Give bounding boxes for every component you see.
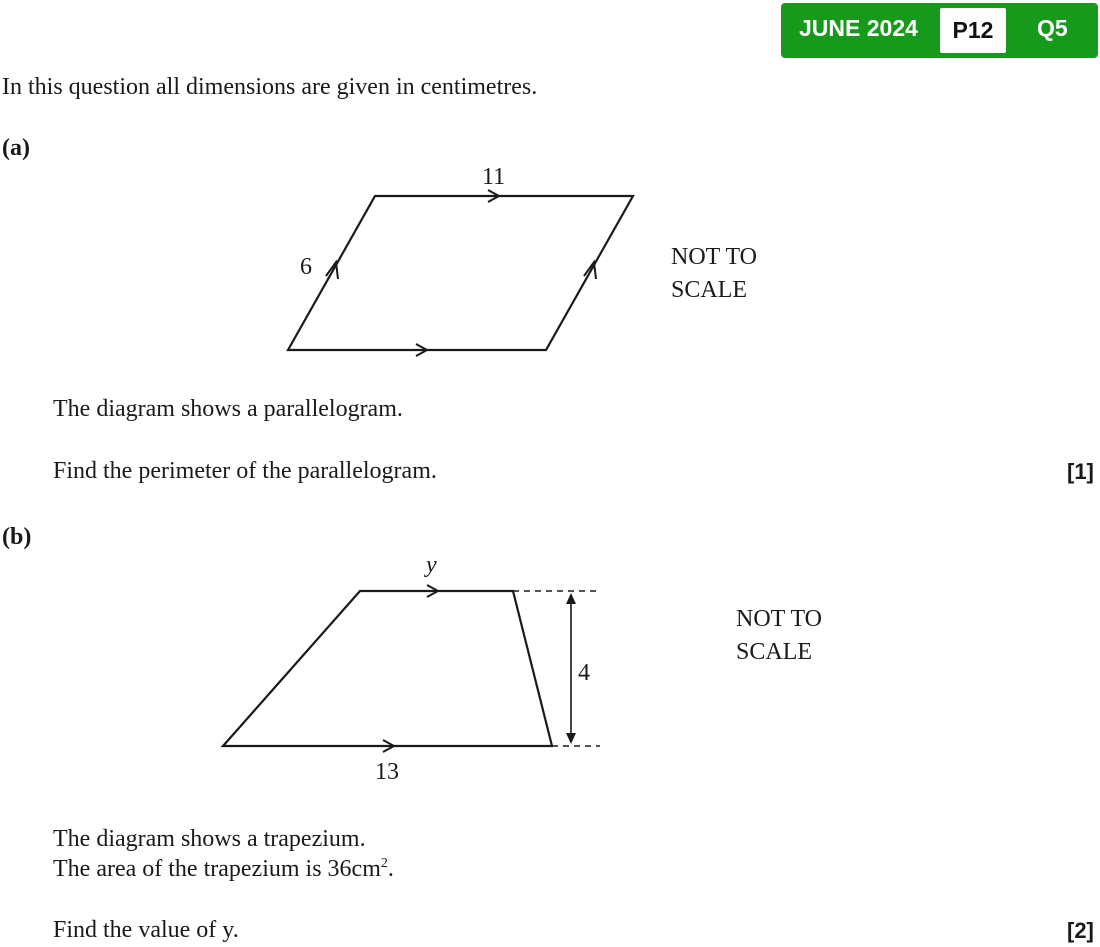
paper-number-label: P12	[940, 8, 1006, 53]
height-arrow-up	[566, 593, 576, 604]
area-end: .	[387, 856, 394, 882]
part-b-label: (b)	[2, 524, 32, 550]
parallelogram-diagram	[288, 164, 757, 356]
not-to-scale-a-line2: SCALE	[671, 277, 748, 303]
part-b-task: Find the value of y.	[53, 917, 239, 943]
not-to-scale-b-line2: SCALE	[736, 639, 813, 665]
question-intro: In this question all dimensions are given in centimetres.	[2, 74, 538, 100]
parallelogram-side-label: 6	[300, 254, 312, 280]
parallelogram-shape	[288, 196, 633, 350]
area-text: The area of the trapezium is 36cm	[53, 856, 381, 882]
trapezium-top-label: y	[426, 552, 437, 578]
part-b-area-statement	[53, 856, 394, 883]
part-a-marks: [1]	[1067, 459, 1094, 484]
not-to-scale-a-line1: NOT TO	[671, 244, 758, 270]
parallelogram-top-label: 11	[482, 164, 506, 190]
not-to-scale-b-line1: NOT TO	[736, 606, 823, 632]
part-a-label: (a)	[2, 135, 30, 161]
session-label: JUNE 2024	[799, 15, 918, 41]
part-b-statement: The diagram shows a trapezium.	[53, 826, 366, 852]
trapezium-diagram	[223, 552, 822, 785]
trapezium-height-label: 4	[578, 660, 590, 686]
trapezium-bottom-label: 13	[375, 759, 399, 785]
area-exponent: 2	[380, 856, 388, 871]
trapezium-shape	[223, 591, 552, 746]
part-a-statement: The diagram shows a parallelogram.	[53, 396, 403, 422]
part-b-marks: [2]	[1067, 918, 1094, 943]
part-a-task: Find the perimeter of the parallelogram.	[53, 458, 437, 484]
height-arrow-down	[566, 733, 576, 744]
question-number-label: Q5	[1037, 15, 1068, 41]
